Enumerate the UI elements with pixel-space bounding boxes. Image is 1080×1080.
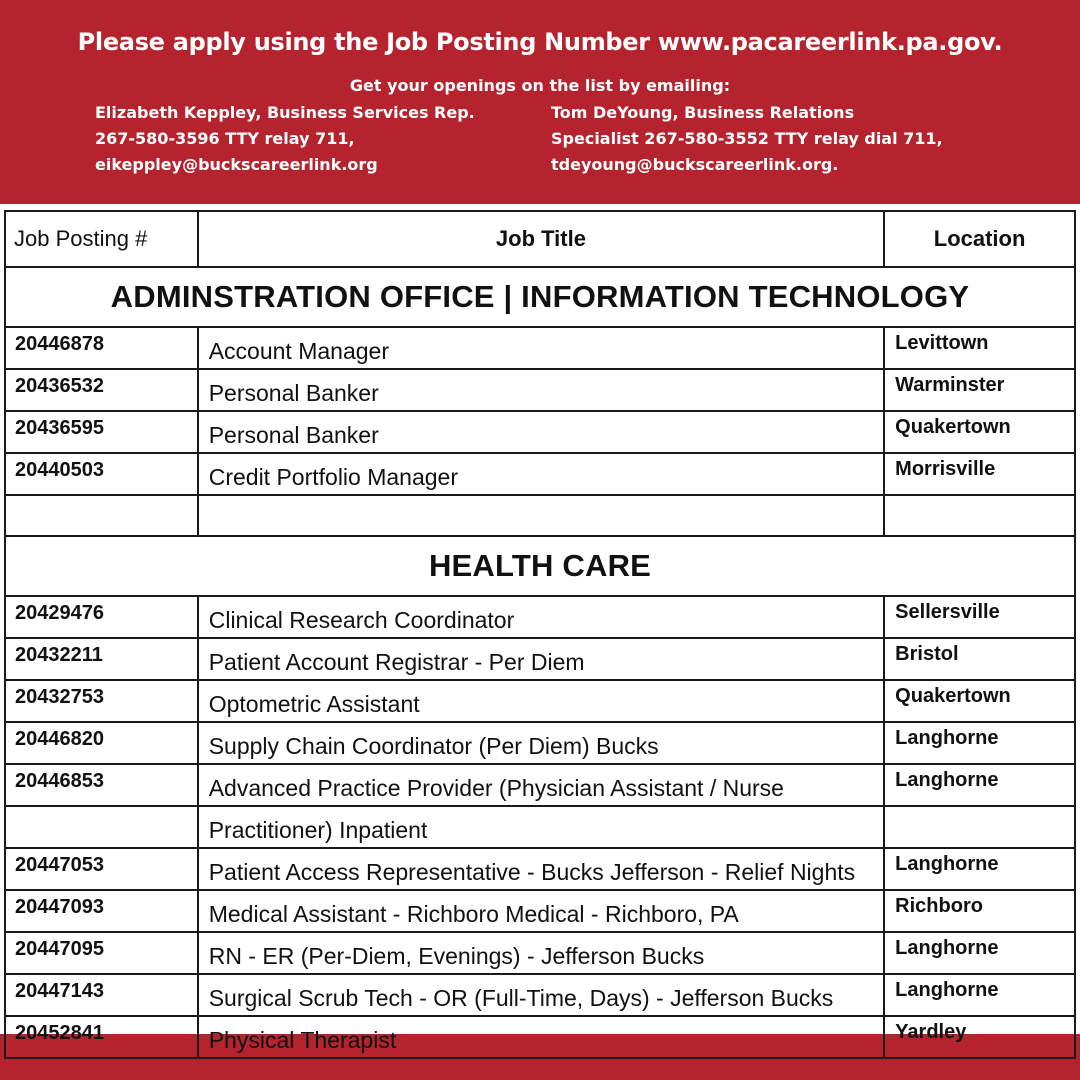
contact-email[interactable]: tdeyoung@buckscareerlink.org. [551, 155, 839, 174]
job-title: Supply Chain Coordinator (Per Diem) Bucks [198, 722, 884, 764]
table-row [5, 722, 1075, 764]
job-title: Clinical Research Coordinator [198, 596, 884, 638]
section-title: ADMINSTRATION OFFICE | INFORMATION TECHNOLOGY [5, 267, 1075, 327]
col-header-location: Location [884, 211, 1075, 267]
job-posting-number: 20446853 [5, 764, 198, 806]
table-row [5, 806, 1075, 848]
table-row [5, 453, 1075, 495]
job-location: Sellersville [884, 596, 1075, 638]
job-posting-number: 20436532 [5, 369, 198, 411]
job-location: Langhorne [884, 932, 1075, 974]
job-location: Bristol [884, 638, 1075, 680]
job-posting-number: 20446878 [5, 327, 198, 369]
table-row [5, 1016, 1075, 1058]
job-posting-number: 20436595 [5, 411, 198, 453]
apply-headline: Please apply using the Job Posting Number www.pacareerlink.pa.gov. [77, 28, 1003, 56]
header-banner [0, 0, 1080, 204]
job-location: Quakertown [884, 680, 1075, 722]
table-row [5, 638, 1075, 680]
table-row [5, 764, 1075, 806]
job-location: Morrisville [884, 453, 1075, 495]
contact-line: Specialist 267-580-3552 TTY relay dial 711, [551, 129, 943, 148]
table-row [5, 327, 1075, 369]
table-row [5, 495, 1075, 536]
job-location: Langhorne [884, 764, 1075, 806]
job-location [884, 495, 1075, 536]
section-title: HEALTH CARE [5, 536, 1075, 596]
job-title: Medical Assistant - Richboro Medical - Richboro, PA [198, 890, 884, 932]
job-posting-number: 20429476 [5, 596, 198, 638]
job-posting-number: 20440503 [5, 453, 198, 495]
job-table [4, 210, 1076, 1059]
table-row [5, 411, 1075, 453]
job-title: Patient Account Registrar - Per Diem [198, 638, 884, 680]
job-posting-number: 20452841 [5, 1016, 198, 1058]
job-posting-number: 20447143 [5, 974, 198, 1016]
contact-line: Elizabeth Keppley, Business Services Rep. [95, 103, 475, 122]
job-title: Physical Therapist [198, 1016, 884, 1058]
job-title: Credit Portfolio Manager [198, 453, 884, 495]
table-row [5, 932, 1075, 974]
contact-deyoung [551, 100, 943, 178]
job-title: Practitioner) Inpatient [198, 806, 884, 848]
job-posting-number: 20447053 [5, 848, 198, 890]
job-title: Patient Access Representative - Bucks Jefferson - Relief Nights [198, 848, 884, 890]
contact-keppley [95, 100, 475, 178]
job-title: Optometric Assistant [198, 680, 884, 722]
job-posting-number: 20447093 [5, 890, 198, 932]
table-row [5, 848, 1075, 890]
table-row [5, 890, 1075, 932]
job-posting-number [5, 495, 198, 536]
contact-line: 267-580-3596 TTY relay 711, [95, 129, 355, 148]
table-row [5, 680, 1075, 722]
job-location: Yardley [884, 1016, 1075, 1058]
job-posting-number: 20447095 [5, 932, 198, 974]
job-posting-number: 20432211 [5, 638, 198, 680]
job-location [884, 806, 1075, 848]
table-row [5, 974, 1075, 1016]
job-location: Langhorne [884, 848, 1075, 890]
job-location: Langhorne [884, 974, 1075, 1016]
job-location: Langhorne [884, 722, 1075, 764]
col-header-title: Job Title [198, 211, 884, 267]
job-title: Surgical Scrub Tech - OR (Full-Time, Days) - Jefferson Bucks [198, 974, 884, 1016]
table-row [5, 369, 1075, 411]
job-title: Account Manager [198, 327, 884, 369]
job-title [198, 495, 884, 536]
job-title: RN - ER (Per-Diem, Evenings) - Jefferson Bucks [198, 932, 884, 974]
table-row [5, 596, 1075, 638]
job-title: Advanced Practice Provider (Physician Assistant / Nurse [198, 764, 884, 806]
job-location: Richboro [884, 890, 1075, 932]
job-location: Warminster [884, 369, 1075, 411]
job-posting-number: 20432753 [5, 680, 198, 722]
job-posting-number: 20446820 [5, 722, 198, 764]
contact-line: Tom DeYoung, Business Relations [551, 103, 855, 122]
contact-intro: Get your openings on the list by emailing: [349, 76, 731, 95]
job-posting-number [5, 806, 198, 848]
job-listing-sheet [0, 204, 1080, 1053]
section-header-row [5, 536, 1075, 596]
job-location: Levittown [884, 327, 1075, 369]
job-location: Quakertown [884, 411, 1075, 453]
col-header-posting: Job Posting # [5, 211, 198, 267]
section-header-row [5, 267, 1075, 327]
contact-email[interactable]: eikeppley@buckscareerlink.org [95, 155, 378, 174]
job-title: Personal Banker [198, 411, 884, 453]
job-title: Personal Banker [198, 369, 884, 411]
table-header-row [5, 211, 1075, 267]
